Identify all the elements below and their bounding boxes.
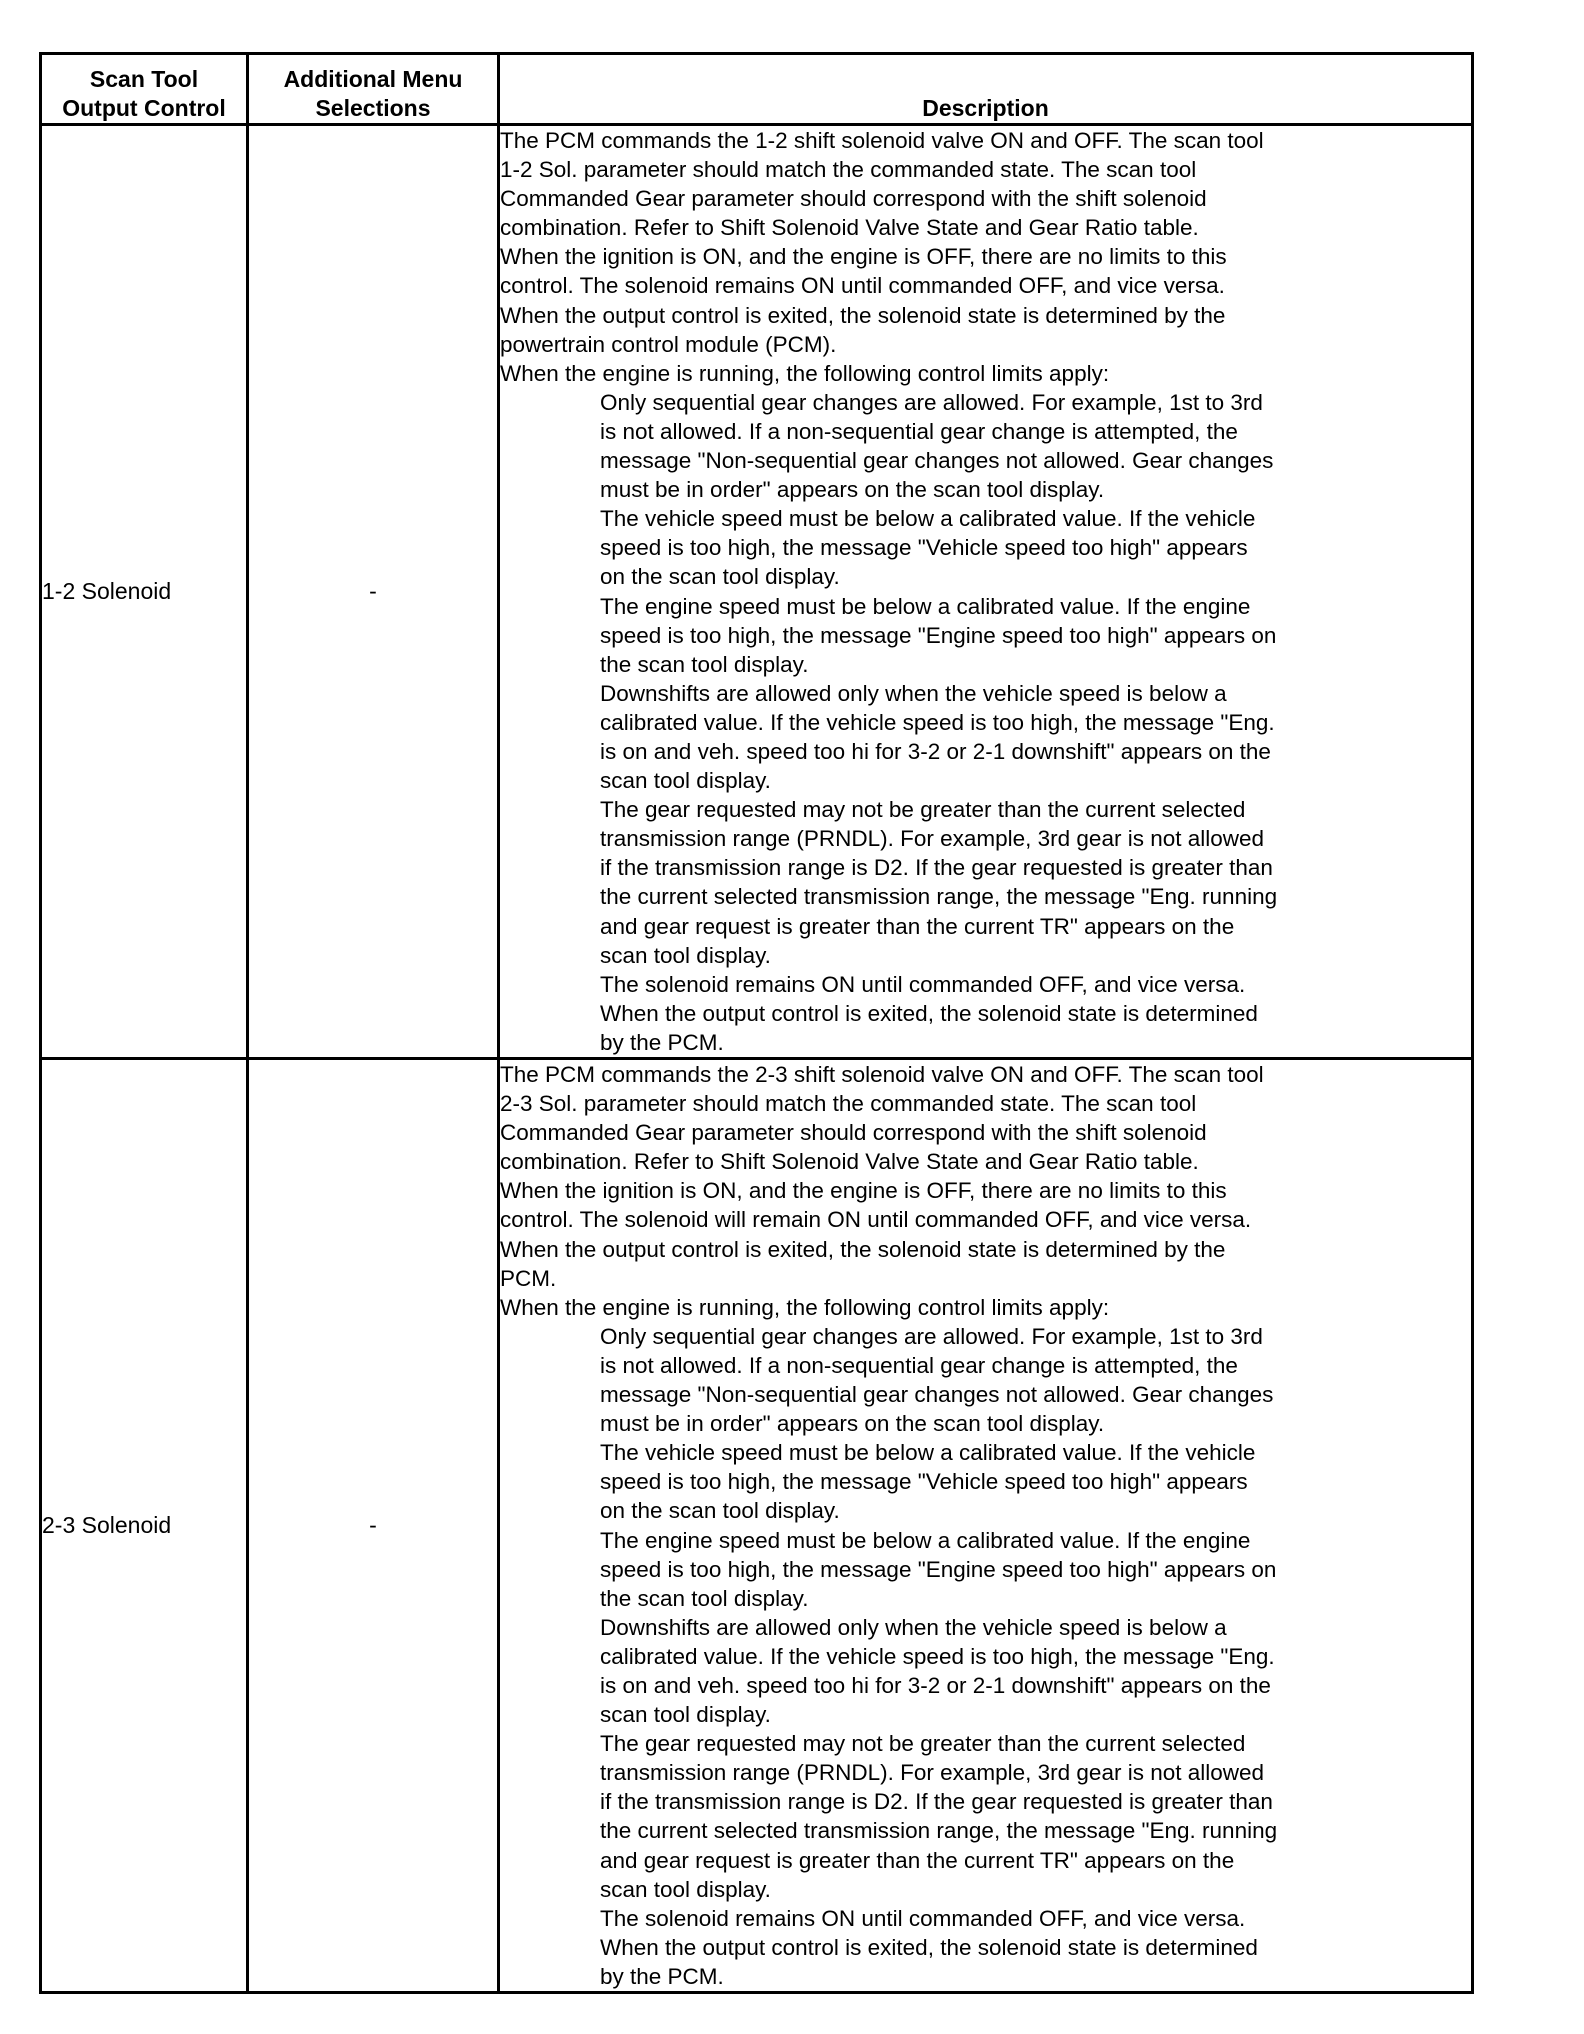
description-line: the current selected transmission range, the message "Eng. running xyxy=(600,1818,1278,1844)
description-line: is on and veh. speed too hi for 3-2 or 2-1 downshift" appears on the xyxy=(600,738,1271,764)
description-line: scan tool display. xyxy=(600,1876,771,1902)
description-line: on the scan tool display. xyxy=(600,1498,840,1524)
description-line: on the scan tool display. xyxy=(600,564,840,590)
description-line: When the engine is running, the following control limits apply: xyxy=(500,1294,1110,1320)
description-line: the scan tool display. xyxy=(600,651,809,677)
header-col2-line1: Additional Menu xyxy=(283,66,463,92)
header-col1-line2: Output Control xyxy=(62,95,226,121)
description-line: the scan tool display. xyxy=(600,1585,809,1611)
description-line: 1-2 Sol. parameter should match the commanded state. The scan tool xyxy=(500,157,1197,183)
description-line: The engine speed must be below a calibrated value. If the engine xyxy=(600,1527,1251,1553)
table-row xyxy=(41,125,1473,1059)
description-line: The gear requested may not be greater than the current selected xyxy=(600,797,1246,823)
table-row xyxy=(41,1059,1473,1993)
description-line: The vehicle speed must be below a calibrated value. If the vehicle xyxy=(600,1440,1256,1466)
description-line: scan tool display. xyxy=(600,1702,771,1728)
description-line: Downshifts are allowed only when the vehicle speed is below a xyxy=(600,1614,1227,1640)
description-line: must be in order" appears on the scan tool display. xyxy=(600,477,1105,503)
header-col3-label: Description xyxy=(922,95,1049,121)
description-line: Only sequential gear changes are allowed. For example, 1st to 3rd xyxy=(600,389,1263,415)
description-line: The engine speed must be below a calibrated value. If the engine xyxy=(600,593,1251,619)
description-line: The gear requested may not be greater than the current selected xyxy=(600,1731,1246,1757)
description-line: The vehicle speed must be below a calibrated value. If the vehicle xyxy=(600,506,1256,532)
description-line: is not allowed. If a non-sequential gear change is attempted, the xyxy=(600,1352,1238,1378)
description-line: The PCM commands the 1-2 shift solenoid valve ON and OFF. The scan tool xyxy=(500,128,1264,153)
description-line: When the output control is exited, the solenoid state is determined xyxy=(600,1000,1258,1026)
description-line: 2-3 Sol. parameter should match the commanded state. The scan tool xyxy=(500,1091,1197,1117)
description-line: if the transmission range is D2. If the gear requested is greater than xyxy=(600,1789,1273,1815)
description-line: When the output control is exited, the solenoid state is determined by the xyxy=(500,302,1226,328)
description-line: When the ignition is ON, and the engine is OFF, there are no limits to this xyxy=(500,1178,1227,1204)
description-line: must be in order" appears on the scan tool display. xyxy=(600,1411,1105,1437)
description-line: the current selected transmission range, the message "Eng. running xyxy=(600,884,1278,910)
header-additional-menu-selections xyxy=(248,54,499,125)
description-line: message "Non-sequential gear changes not allowed. Gear changes xyxy=(600,448,1274,474)
description-line: scan tool display. xyxy=(600,768,771,794)
description-line: calibrated value. If the vehicle speed is too high, the message "Eng. xyxy=(600,1643,1275,1669)
description-line: calibrated value. If the vehicle speed is too high, the message "Eng. xyxy=(600,709,1275,735)
menu-selection-value: - xyxy=(248,125,499,1059)
description-line: if the transmission range is D2. If the gear requested is greater than xyxy=(600,855,1273,881)
description-line: and gear request is greater than the current TR" appears on the xyxy=(600,1847,1235,1873)
description-line: speed is too high, the message "Vehicle speed too high" appears xyxy=(600,535,1248,561)
description-line: is on and veh. speed too hi for 3-2 or 2-1 downshift" appears on the xyxy=(600,1672,1271,1698)
description-line: transmission range (PRNDL). For example, 3rd gear is not allowed xyxy=(600,826,1265,852)
description-line: control. The solenoid remains ON until commanded OFF, and vice versa. xyxy=(500,273,1225,299)
output-control-name: 2-3 Solenoid xyxy=(41,1059,248,1993)
description-cell xyxy=(499,125,1473,1059)
description-line: Commanded Gear parameter should correspond with the shift solenoid xyxy=(500,186,1207,212)
description-line: When the engine is running, the following control limits apply: xyxy=(500,360,1110,386)
description-line: Downshifts are allowed only when the vehicle speed is below a xyxy=(600,680,1227,706)
description-cell xyxy=(499,1059,1473,1993)
header-col1-line1: Scan Tool xyxy=(89,66,199,92)
description-line: Commanded Gear parameter should correspond with the shift solenoid xyxy=(500,1120,1207,1146)
header-col2-line2: Selections xyxy=(315,95,431,121)
description-line: The solenoid remains ON until commanded OFF, and vice versa. xyxy=(600,1905,1246,1931)
description-line: message "Non-sequential gear changes not allowed. Gear changes xyxy=(600,1382,1274,1408)
header-description xyxy=(499,54,1473,125)
description-line: combination. Refer to Shift Solenoid Valve State and Gear Ratio table. xyxy=(500,1149,1199,1175)
description-line: combination. Refer to Shift Solenoid Valve State and Gear Ratio table. xyxy=(500,215,1199,241)
scan-tool-output-control-table xyxy=(39,52,1474,1994)
description-line: speed is too high, the message "Vehicle speed too high" appears xyxy=(600,1469,1248,1495)
header-scan-tool-output-control xyxy=(41,54,248,125)
description-line: and gear request is greater than the current TR" appears on the xyxy=(600,913,1235,939)
description-line: When the output control is exited, the solenoid state is determined xyxy=(600,1934,1258,1960)
description-line: When the output control is exited, the solenoid state is determined by the xyxy=(500,1236,1226,1262)
description-line: by the PCM. xyxy=(600,1963,724,1989)
description-line: transmission range (PRNDL). For example, 3rd gear is not allowed xyxy=(600,1760,1265,1786)
description-line: The solenoid remains ON until commanded OFF, and vice versa. xyxy=(600,971,1246,997)
header-row xyxy=(41,54,1473,125)
description-line: The PCM commands the 2-3 shift solenoid valve ON and OFF. The scan tool xyxy=(500,1062,1264,1087)
description-line: When the ignition is ON, and the engine is OFF, there are no limits to this xyxy=(500,244,1227,270)
description-line: by the PCM. xyxy=(600,1029,724,1055)
description-line: powertrain control module (PCM). xyxy=(500,331,837,357)
description-line: speed is too high, the message "Engine speed too high" appears on xyxy=(600,622,1277,648)
description-line: scan tool display. xyxy=(600,942,771,968)
description-line: speed is too high, the message "Engine speed too high" appears on xyxy=(600,1556,1277,1582)
output-control-name: 1-2 Solenoid xyxy=(41,125,248,1059)
menu-selection-value: - xyxy=(248,1059,499,1993)
description-line: is not allowed. If a non-sequential gear change is attempted, the xyxy=(600,418,1238,444)
description-line: control. The solenoid will remain ON until commanded OFF, and vice versa. xyxy=(500,1207,1252,1233)
description-line: PCM. xyxy=(500,1265,557,1291)
description-line: Only sequential gear changes are allowed. For example, 1st to 3rd xyxy=(600,1323,1263,1349)
